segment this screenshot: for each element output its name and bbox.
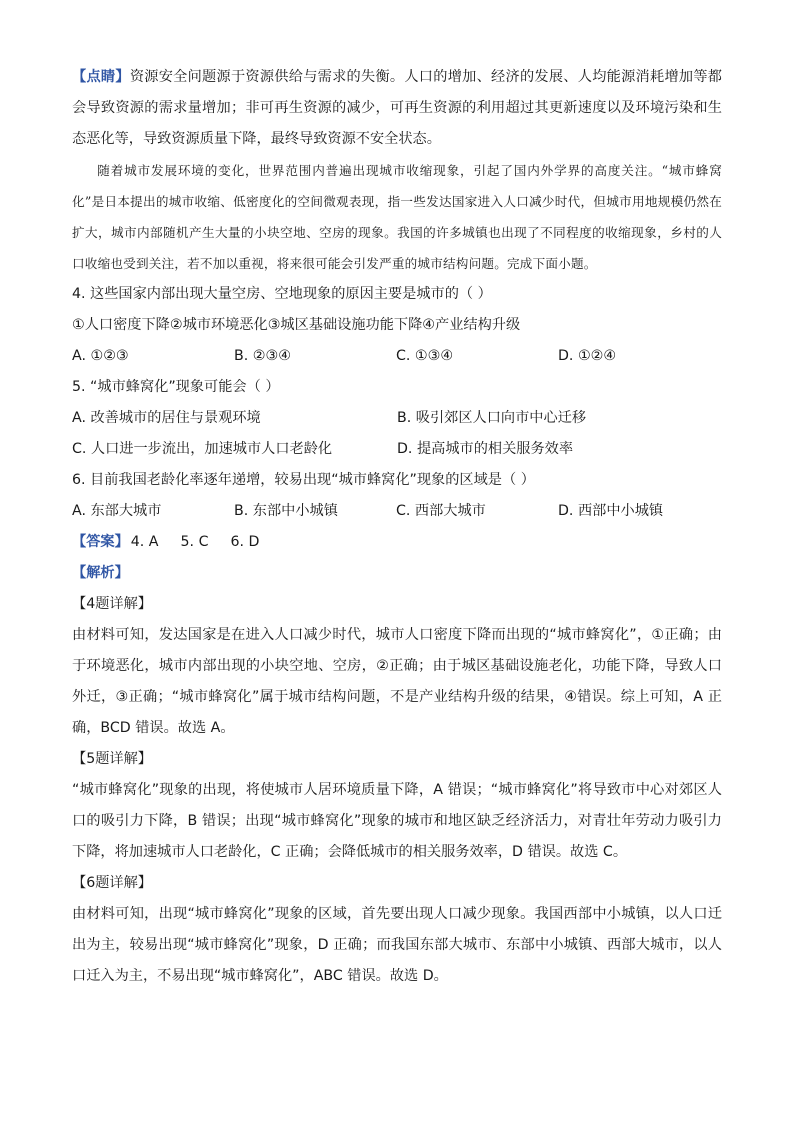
q4-option-b: B. ②③④: [234, 348, 291, 364]
q6-option-c: C. 西部大城市: [396, 503, 486, 519]
dianjing-text: 资源安全问题源于资源供给与需求的失衡。人口的增加、经济的发展、人均能源消耗增加等都会导致资源的需求量增加；非可再生资源的减少，可再生资源的利用超过其更新速度以及环境污染和生态恶化等，导致资源质量下降，最终导致资源不安全状态。: [72, 69, 722, 147]
q5-option-b: B. 吸引郊区人口向市中心迁移: [397, 410, 587, 426]
q5-option-c: C. 人口进一步流出，加速城市人口老龄化: [72, 441, 333, 457]
document-page: [72, 62, 722, 992]
q4-option-c: C. ①③④: [396, 348, 454, 364]
detail-4-text: 由材料可知，发达国家是在进入人口减少时代，城市人口密度下降而出现的“城市蜂窝化”，①正确；由于环境恶化，城市内部出现的小块空地、空房，②正确；由于城区基础设施老化，功能下降，导致人口外迁，③正确；“城市蜂窝化”属于城市结构问题，不是产业结构升级的结果，④错误。综上可知，A 正确，BCD 错误。故选 A。: [72, 627, 722, 736]
q5-options-row2: [72, 434, 722, 465]
detail-6-text: 由材料可知，出现“城市蜂窝化”现象的区域，首先要出现人口减少现象。我国西部中小城镇，以人口迁出为主，较易出现“城市蜂窝化”现象，D 正确；而我国东部大城市、东部中小城镇、西部大城市，以人口迁入为主，不易出现“城市蜂窝化”，ABC 错误。故选 D。: [72, 906, 722, 984]
q5-option-a: A. 改善城市的居住与景观环境: [72, 410, 261, 426]
detail-5-text: “城市蜂窝化”现象的出现，将使城市人居环境质量下降，A 错误；“城市蜂窝化”将导致市中心对郊区人口的吸引力下降，B 错误；出现“城市蜂窝化”现象的城市和地区缺乏经济活力，对青壮年劳动力吸引力下降，将加速城市人口老龄化，C 正确；会降低城市的相关服务效率，D 错误。故选 C。: [72, 782, 722, 860]
q5-stem: 5. “城市蜂窝化”现象可能会（ ）: [72, 379, 280, 395]
q6-stem: 6. 目前我国老龄化率逐年递增，较易出现“城市蜂窝化”现象的区域是（ ）: [72, 472, 535, 488]
q5-options-row1: [72, 403, 722, 434]
q4-stem: 4. 这些国家内部出现大量空房、空地现象的原因主要是城市的（ ）: [72, 286, 492, 302]
detail-5-heading: 【5题详解】: [72, 751, 152, 767]
q5-option-d: D. 提高城市的相关服务效率: [397, 441, 574, 457]
q4-option-d: D. ①②④: [558, 348, 617, 364]
detail-6-heading: 【6题详解】: [72, 875, 152, 891]
q6-option-d: D. 西部中小城镇: [558, 503, 664, 519]
answer-tag: 【答案】: [72, 534, 129, 550]
detail-4-heading: 【4题详解】: [72, 596, 152, 612]
answer-6: 6. D: [230, 534, 260, 550]
dianjing-tag: 【点睛】: [72, 69, 130, 85]
q4-items: ①人口密度下降②城市环境恶化③城区基础设施功能下降④产业结构升级: [72, 317, 521, 333]
q4-option-a: A. ①②③: [72, 348, 129, 364]
answer-4: 4. A: [130, 534, 159, 550]
q4-options: [72, 341, 722, 372]
q6-option-b: B. 东部中小城镇: [234, 503, 338, 519]
answer-line: [72, 527, 722, 558]
material-paragraph: 随着城市发展环境的变化，世界范围内普遍出现城市收缩现象，引起了国内外学界的高度关注。“城市蜂窝化”是日本提出的城市收缩、低密度化的空间微观表现，指一些发达国家进入人口减少时代，但城市用地规模仍然在扩大，城市内部随机产生大量的小块空地、空房的现象。我国的许多城镇也出现了不同程度的收缩现象，乡村的人口收缩也受到关注，若不加以重视，将来很可能会引发严重的城市结构问题。完成下面小题。: [72, 163, 722, 271]
q6-option-a: A. 东部大城市: [72, 503, 162, 519]
q6-options: [72, 496, 722, 527]
dianjing-paragraph: [72, 62, 722, 155]
analysis-heading: 【解析】: [72, 565, 129, 581]
answer-5: 5. C: [180, 534, 209, 550]
